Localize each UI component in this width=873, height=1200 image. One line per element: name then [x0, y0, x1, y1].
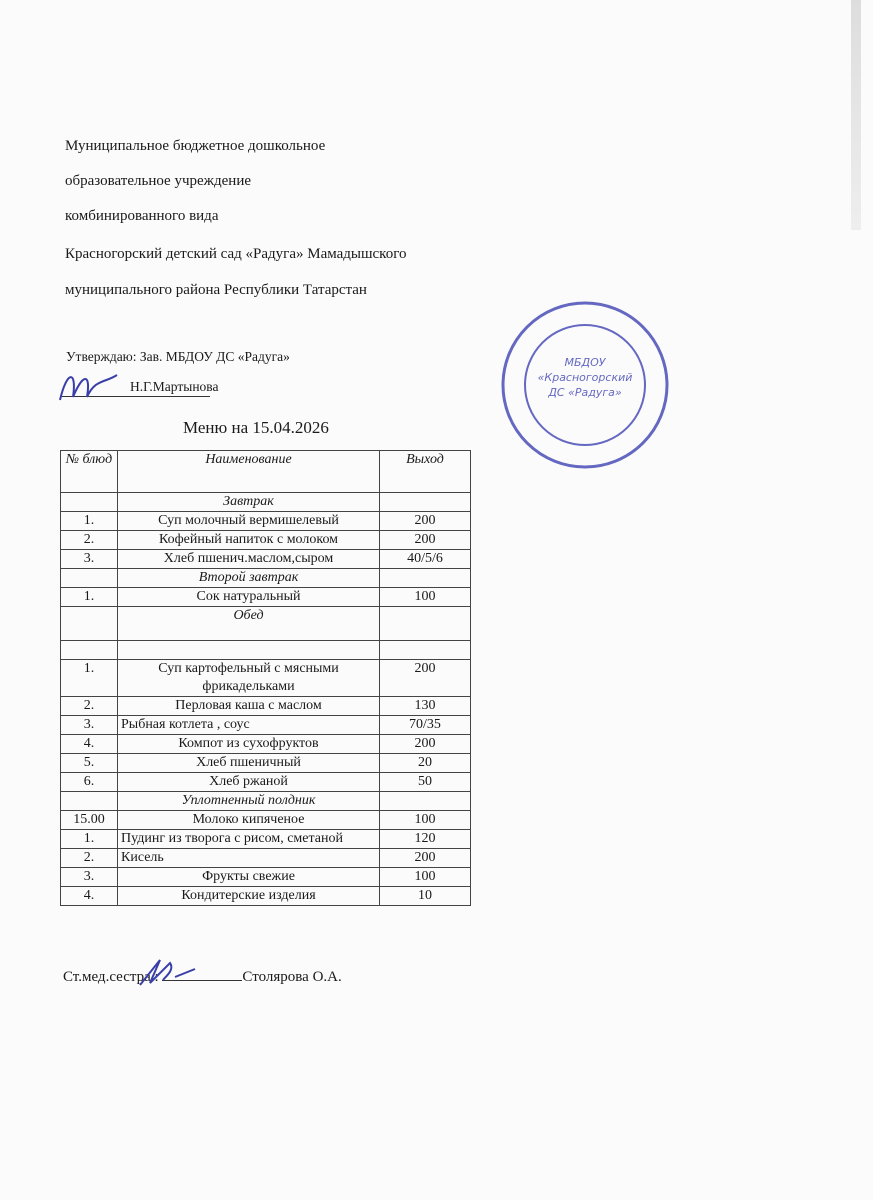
dish-name: Кондитерские изделия	[118, 887, 380, 906]
dish-yield: 200	[380, 531, 471, 550]
dish-name: Сок натуральный	[118, 588, 380, 607]
dish-name: Хлеб пшенич.маслом,сыром	[118, 550, 380, 569]
table-row	[61, 697, 471, 716]
num-cell	[61, 493, 118, 512]
org-line-1: Муниципальное бюджетное дошкольное	[65, 138, 326, 154]
yield-cell	[380, 641, 471, 660]
table-row	[61, 550, 471, 569]
dish-number: 3.	[61, 550, 118, 569]
header-num: № блюд	[61, 451, 118, 493]
dish-name: Хлеб пшеничный	[118, 754, 380, 773]
table-row	[61, 830, 471, 849]
dish-yield: 100	[380, 588, 471, 607]
dish-name: Молоко кипяченое	[118, 811, 380, 830]
section-name: Уплотненный полдник	[118, 792, 380, 811]
num-cell	[61, 641, 118, 660]
dish-yield: 50	[380, 773, 471, 792]
section-name: Второй завтрак	[118, 569, 380, 588]
dish-yield: 10	[380, 887, 471, 906]
dish-yield: 130	[380, 697, 471, 716]
header-name: Наименование	[118, 451, 380, 493]
approval-text: Утверждаю: Зав. МБДОУ ДС «Радуга»	[66, 349, 290, 364]
name-cell	[118, 641, 380, 660]
nurse-name: Столярова О.А.	[242, 969, 342, 985]
org-line-5: муниципального района Республики Татарстан	[65, 282, 367, 298]
num-cell	[61, 607, 118, 641]
dish-number: 1.	[61, 588, 118, 607]
dish-number: 1.	[61, 660, 118, 697]
table-row	[61, 716, 471, 735]
stamp-center-text: МБДОУ «Красногорский ДС «Радуга»	[537, 356, 633, 399]
dish-number: 1.	[61, 512, 118, 531]
section-name: Обед	[118, 607, 380, 641]
section-row	[61, 493, 471, 512]
dish-name: Компот из сухофруктов	[118, 735, 380, 754]
table-row	[61, 773, 471, 792]
yield-cell	[380, 607, 471, 641]
dish-yield: 200	[380, 849, 471, 868]
yield-cell	[380, 493, 471, 512]
dish-name: Суп картофельный с мясными фрикадельками	[118, 660, 380, 697]
section-row	[61, 792, 471, 811]
dish-yield: 100	[380, 811, 471, 830]
dish-name: Хлеб ржаной	[118, 773, 380, 792]
dish-number: 5.	[61, 754, 118, 773]
table-row	[61, 887, 471, 906]
dish-number: 15.00	[61, 811, 118, 830]
table-row	[61, 660, 471, 697]
org-line-2: образовательное учреждение	[65, 173, 252, 189]
dish-name: Пудинг из творога с рисом, сметаной	[118, 830, 380, 849]
scan-edge-mark	[851, 0, 861, 230]
dish-number: 2.	[61, 849, 118, 868]
table-row	[61, 735, 471, 754]
table-row	[61, 849, 471, 868]
director-name: Н.Г.Мартынова	[130, 379, 219, 394]
director-signature-scribble	[55, 365, 125, 405]
dish-yield: 200	[380, 735, 471, 754]
table-row	[61, 868, 471, 887]
dish-name: Кисель	[118, 849, 380, 868]
dish-yield: 200	[380, 512, 471, 531]
dish-number: 2.	[61, 697, 118, 716]
dish-number: 2.	[61, 531, 118, 550]
table-row	[61, 512, 471, 531]
dish-number: 3.	[61, 868, 118, 887]
dish-number: 3.	[61, 716, 118, 735]
dish-yield: 70/35	[380, 716, 471, 735]
dish-yield: 200	[380, 660, 471, 697]
dish-name: Перловая каша с маслом	[118, 697, 380, 716]
header-yield: Выход	[380, 451, 471, 493]
dish-name: Кофейный напиток с молоком	[118, 531, 380, 550]
table-header-row	[61, 451, 471, 493]
table-row	[61, 811, 471, 830]
yield-cell	[380, 792, 471, 811]
section-name: Завтрак	[118, 493, 380, 512]
nurse-label: Ст.мед.сестра :	[63, 969, 159, 985]
org-line-4: Красногорский детский сад «Радуга» Мамадышского	[65, 246, 407, 262]
section-row	[61, 607, 471, 641]
table-row	[61, 588, 471, 607]
org-line-3: комбинированного вида	[65, 208, 219, 224]
dish-name: Суп молочный вермишелевый	[118, 512, 380, 531]
num-cell	[61, 792, 118, 811]
dish-yield: 100	[380, 868, 471, 887]
dish-yield: 40/5/6	[380, 550, 471, 569]
dish-number: 6.	[61, 773, 118, 792]
yield-cell	[380, 569, 471, 588]
num-cell	[61, 569, 118, 588]
official-stamp	[500, 300, 670, 470]
dish-yield: 120	[380, 830, 471, 849]
dish-number: 4.	[61, 735, 118, 754]
blank-row	[61, 641, 471, 660]
dish-number: 1.	[61, 830, 118, 849]
dish-name: Фрукты свежие	[118, 868, 380, 887]
menu-title: Меню на 15.04.2026	[183, 418, 329, 437]
nurse-signature-scribble	[135, 955, 205, 990]
table-row	[61, 754, 471, 773]
table-row	[61, 531, 471, 550]
menu-table	[60, 450, 471, 906]
dish-name: Рыбная котлета , соус	[118, 716, 380, 735]
dish-yield: 20	[380, 754, 471, 773]
section-row	[61, 569, 471, 588]
dish-number: 4.	[61, 887, 118, 906]
